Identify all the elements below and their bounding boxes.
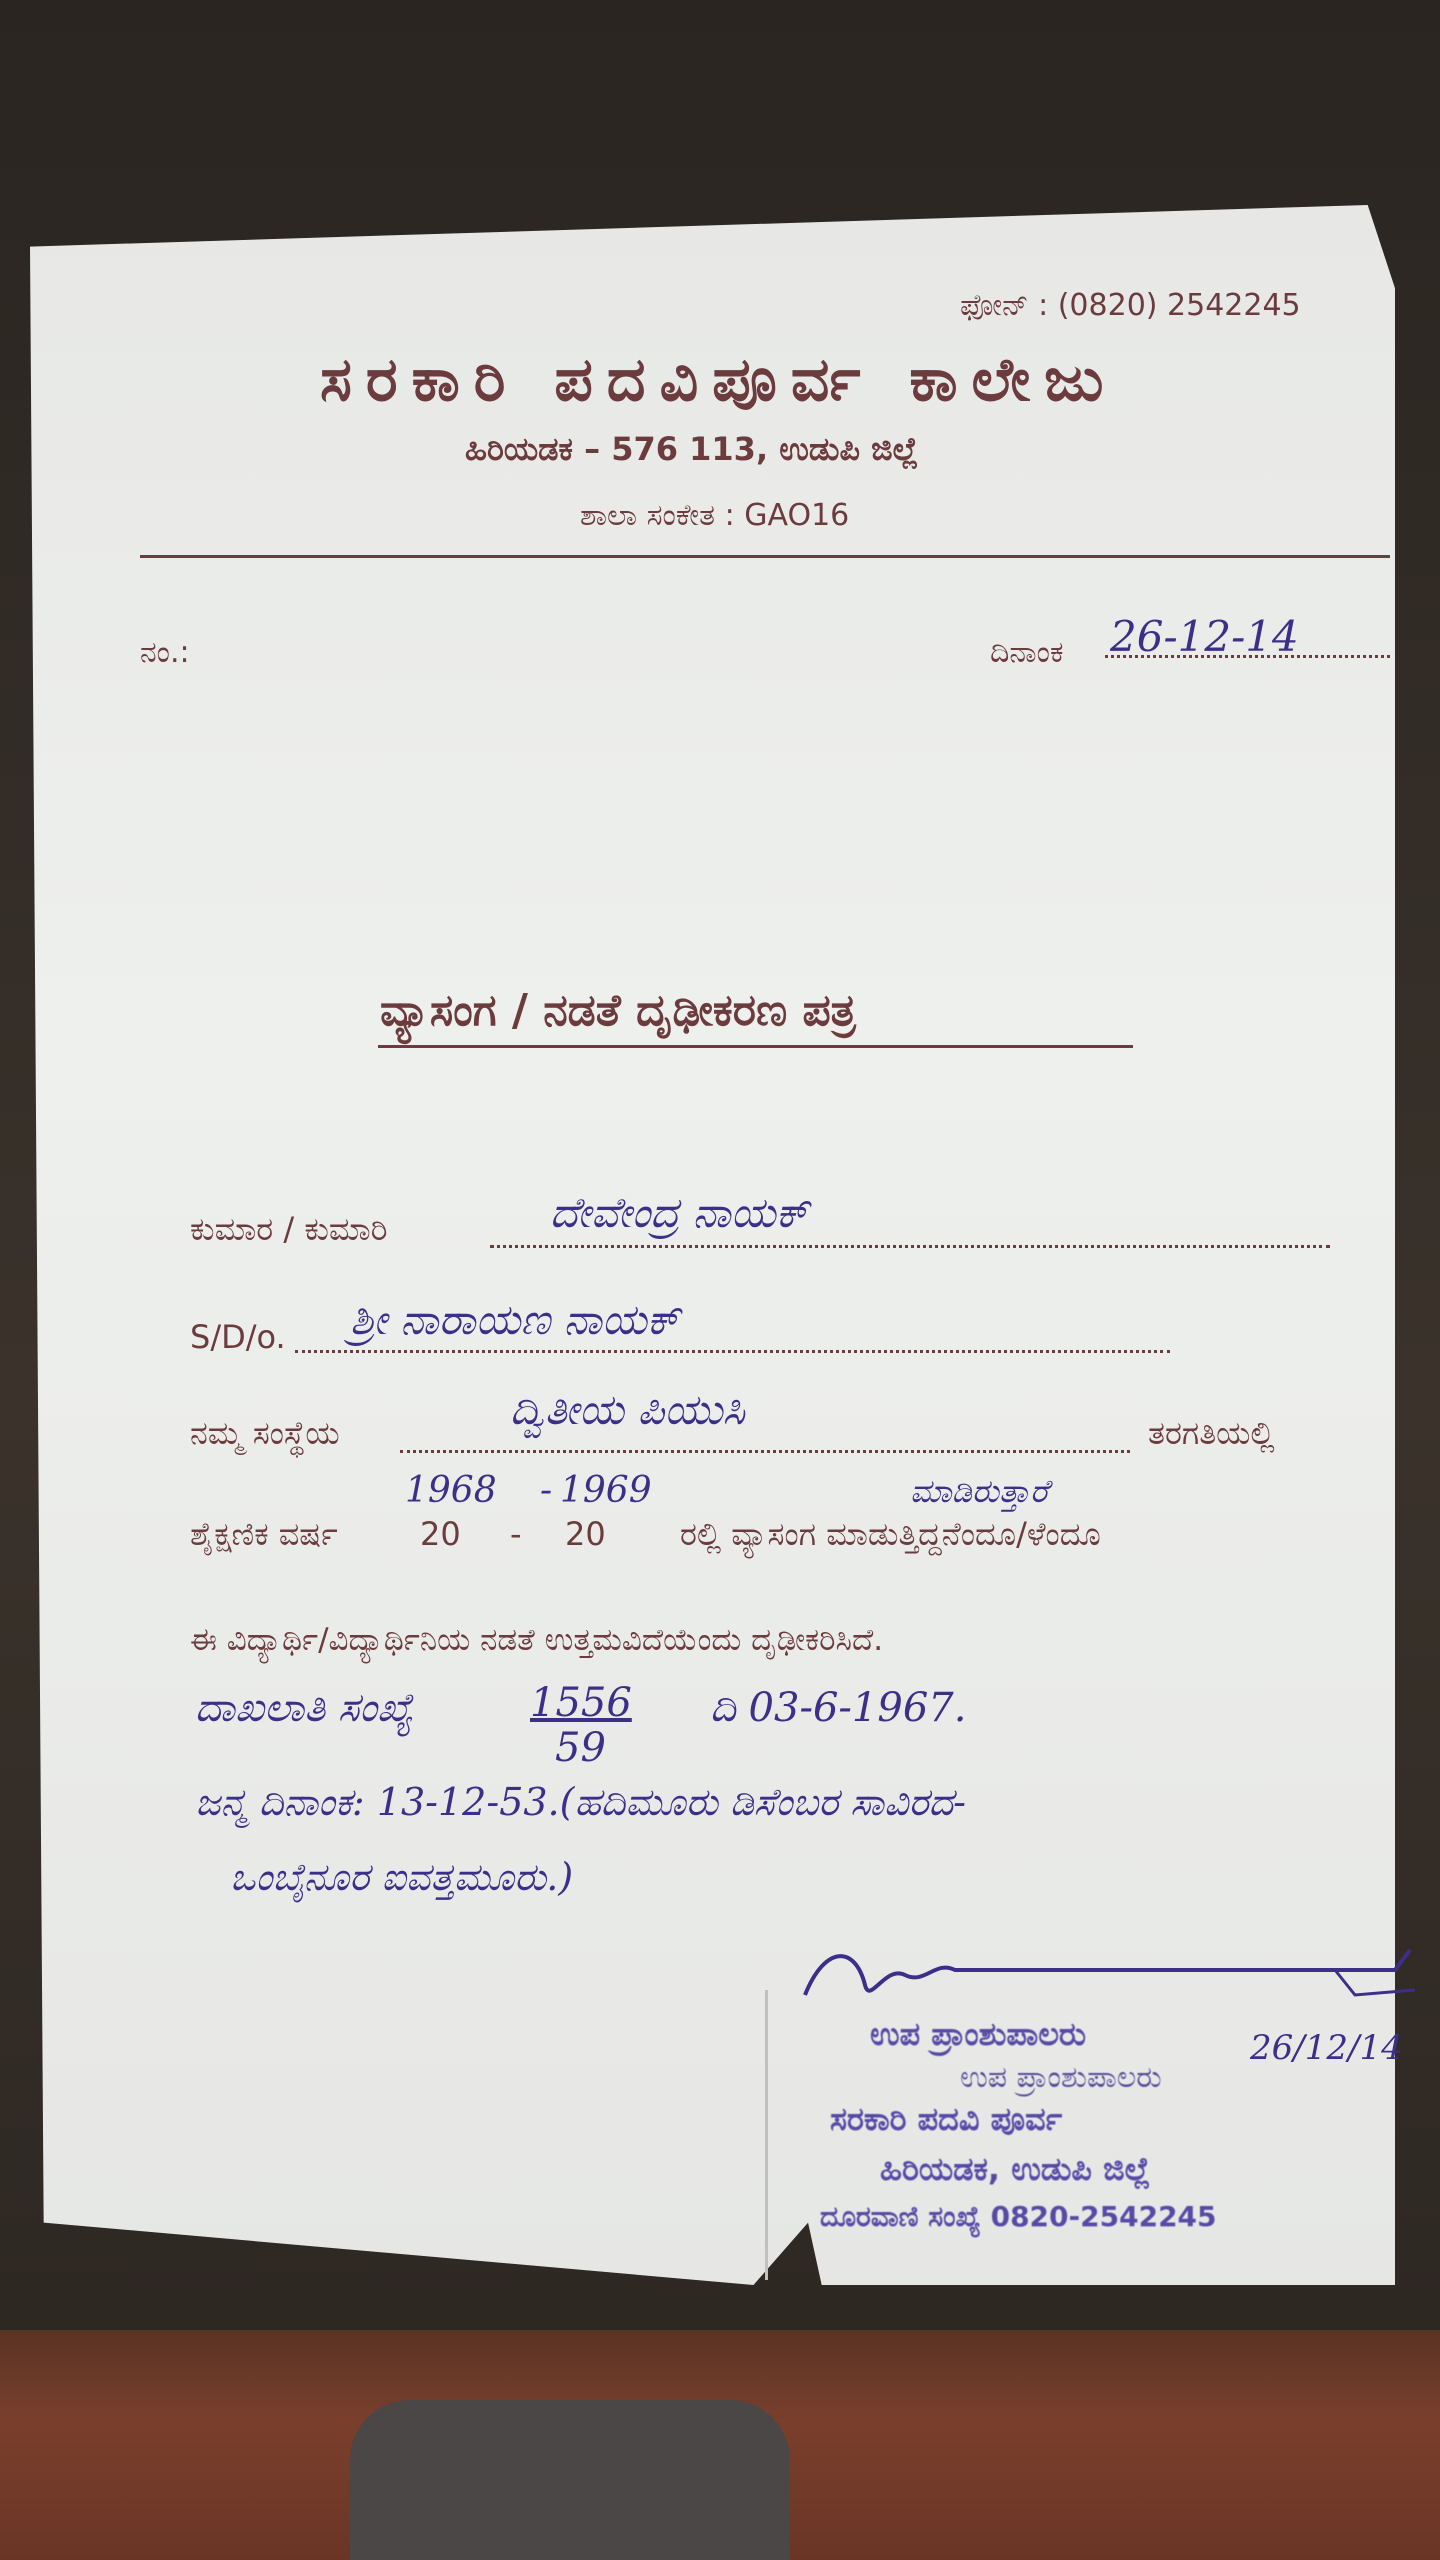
parent-value: ಶ್ರೀ ನಾರಾಯಣ ನಾಯಕ್ [350, 1295, 680, 1344]
admission-label: ದಾಖಲಾತಿ ಸಂಖ್ಯೆ [195, 1685, 414, 1731]
institution-label: ನಮ್ಮ ಸಂಸ್ಥೆಯ [190, 1414, 340, 1452]
certificate-title-underline [378, 1045, 1133, 1048]
study-handwritten: ಮಾಡಿರುತ್ತಾರೆ [910, 1472, 1049, 1510]
dob-words: ಒಂಬೈನೂರ ಐವತ್ತಮೂರು.) [230, 1855, 574, 1899]
conduct-text: ಈ ವಿದ್ಯಾರ್ಥಿ/ವಿದ್ಯಾರ್ಥಿನಿಯ ನಡತೆ ಉತ್ತಮವಿದೆಯೆಂದು ದೃಢೀಕರಿಸಿದೆ. [190, 1622, 884, 1658]
foot [350, 2400, 790, 2560]
admission-number: 1556 [530, 1680, 632, 1726]
letterhead-title: ಸರಕಾರಿ ಪದವಿಪೂರ್ವ ಕಾಲೇಜು [320, 345, 1118, 415]
school-code: ಶಾಲಾ ಸಂಕೇತ : GAO16 [580, 498, 850, 533]
class-dotted-line [400, 1450, 1130, 1453]
certificate-title: ವ್ಯಾಸಂಗ / ನಡತೆ ದೃಢೀಕರಣ ಪತ್ರ [380, 985, 856, 1036]
stamp-line-3: ಸರಕಾರಿ ಪದವಿ ಪೂರ್ವ [830, 2100, 1063, 2138]
stamp-line-1: ಉಪ ಪ್ರಾಂಶುಪಾಲರು [870, 2015, 1087, 2053]
date-dotted-line [1105, 655, 1390, 658]
name-value: ದೇವೇಂದ್ರ ನಾಯಕ್ [550, 1188, 809, 1237]
year-dash-hand: - [540, 1470, 553, 1511]
stamp-line-4: ಹಿರಿಯಡಕ, ಉಡುಪಿ ಜಿಲ್ಲೆ [880, 2150, 1151, 2188]
letterhead-divider [140, 555, 1390, 558]
dob-line: ಜನ್ಮ ದಿನಾಂಕ: 13-12-53.(ಹದಿಮೂರು ಡಿಸೆಂಬರ ಸಾವಿರದ- [195, 1780, 966, 1824]
stamp-line-2: ಉಪ ಪ್ರಾಂಶುಪಾಲರು [960, 2060, 1162, 2095]
class-suffix: ತರಗತಿಯಲ್ಲಿ [1148, 1414, 1275, 1452]
paper-tear [765, 1990, 768, 2280]
study-text: ರಲ್ಲಿ ವ್ಯಾಸಂಗ ಮಾಡುತ್ತಿದ್ದನೆಂದೂ/ಳೆಂದೂ [680, 1515, 1101, 1553]
stamp-line-5: ದೂರವಾಣಿ ಸಂಖ್ಯೆ 0820-2542245 [820, 2200, 1217, 2233]
letterhead-phone: ಫೋನ್ : (0820) 2542245 [960, 288, 1301, 323]
year-value-2: 1969 [560, 1470, 652, 1511]
signature [795, 1935, 1425, 2025]
name-dotted-line [490, 1245, 1330, 1248]
name-label: ಕುಮಾರ / ಕುಮಾರಿ [190, 1210, 388, 1248]
number-label: ನಂ.: [140, 635, 190, 670]
admission-date: ದಿ 03-6-1967. [710, 1685, 967, 1731]
date-label: ದಿನಾಂಕ [990, 635, 1064, 670]
admission-sub: 59 [555, 1725, 606, 1771]
letterhead-address: ಹಿರಿಯಡಕ – 576 113, ಉಡುಪಿ ಜಿಲ್ಲೆ [465, 430, 919, 468]
year-value-1: 1968 [405, 1470, 497, 1511]
class-value: ದ್ವಿತೀಯ ಪಿಯುಸಿ [510, 1385, 745, 1434]
year-label: ಶೈಕ್ಷಣಿಕ ವರ್ಷ [190, 1515, 338, 1553]
date-value: 26-12-14 [1110, 612, 1299, 661]
signature-date: 26/12/14 [1250, 2028, 1403, 2068]
parent-label: S/D/o. [190, 1318, 286, 1356]
parent-dotted-line [295, 1350, 1170, 1353]
year-prefix-1: 20 [420, 1515, 461, 1553]
year-dash: - [510, 1515, 522, 1553]
year-prefix-2: 20 [565, 1515, 606, 1553]
